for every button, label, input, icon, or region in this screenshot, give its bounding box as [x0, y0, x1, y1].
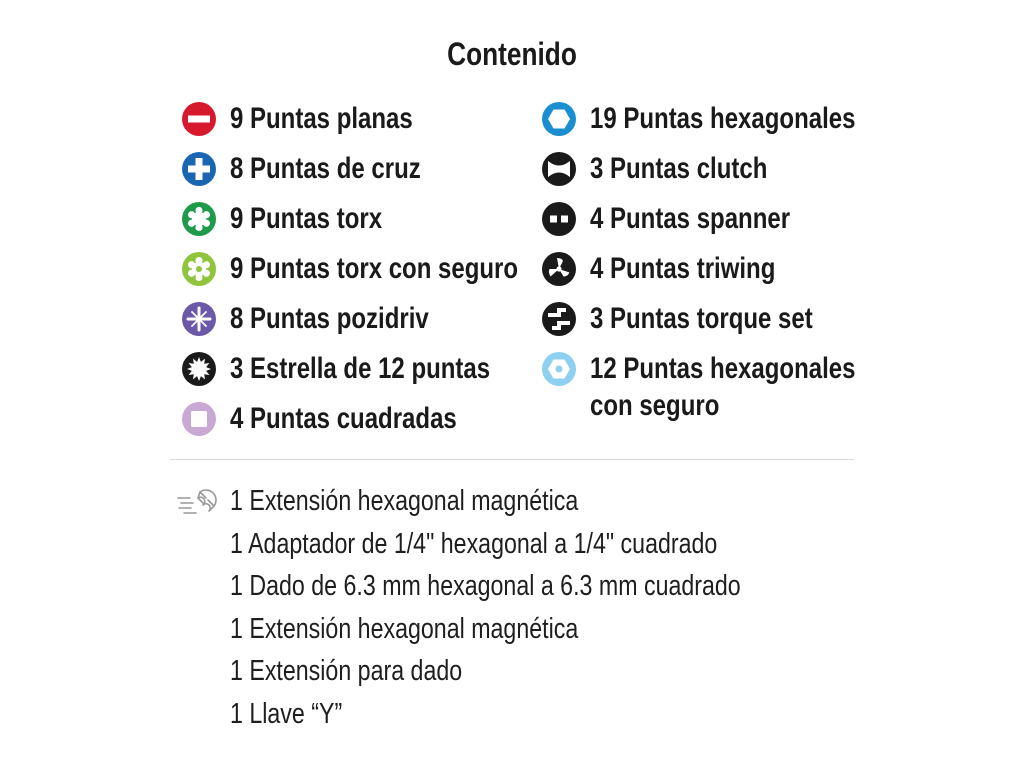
spanner-icon [542, 202, 576, 236]
magnet-icon [176, 484, 220, 520]
accessory-item: 1 Extensión hexagonal magnética [230, 485, 579, 517]
bit-label: 9 Puntas planas [230, 102, 413, 135]
torque-set-icon [542, 302, 576, 336]
accessory-item: 1 Adaptador de 1/4" hexagonal a 1/4" cuadrado [230, 527, 718, 560]
bit-label: 9 Puntas torx con seguro [230, 252, 519, 285]
section-divider [170, 459, 854, 460]
triwing-icon [542, 252, 576, 286]
torx-security-icon [182, 252, 216, 286]
bit-label: 8 Puntas de cruz [230, 152, 421, 185]
phillips-icon [182, 152, 216, 186]
bit-label: 19 Puntas hexagonales [590, 102, 856, 135]
hex-icon [542, 102, 576, 136]
square-icon [182, 402, 216, 436]
bit-label: 4 Puntas triwing [590, 252, 776, 285]
bit-label: 3 Puntas clutch [590, 152, 768, 185]
clutch-icon [542, 152, 576, 186]
bit-label: 9 Puntas torx [230, 202, 383, 235]
accessory-item: 1 Extensión hexagonal magnética [230, 612, 579, 645]
bit-label: 8 Puntas pozidriv [230, 302, 429, 335]
star-12-point-icon [182, 352, 216, 386]
bit-label: 3 Puntas torque set [590, 302, 813, 335]
pozidriv-icon [182, 302, 216, 336]
accessory-item: 1 Extensión para dado [230, 655, 463, 687]
accessory-list [230, 482, 868, 737]
torx-icon [182, 202, 216, 236]
flat-head-icon [182, 102, 216, 136]
bit-label: 4 Puntas spanner [590, 202, 791, 235]
page-title: Contenido [447, 36, 577, 72]
accessory-item: 1 Llave “Y” [230, 697, 343, 730]
accessory-item: 1 Dado de 6.3 mm hexagonal a 6.3 mm cuadrado [230, 570, 741, 602]
bit-label-line1: 12 Puntas hexagonales [590, 352, 856, 385]
bit-label: 4 Puntas cuadradas [230, 402, 457, 435]
bit-label [590, 350, 855, 424]
bit-label: 3 Estrella de 12 puntas [230, 352, 491, 385]
hex-security-icon [542, 352, 576, 386]
bit-label-line2: con seguro [590, 389, 720, 422]
